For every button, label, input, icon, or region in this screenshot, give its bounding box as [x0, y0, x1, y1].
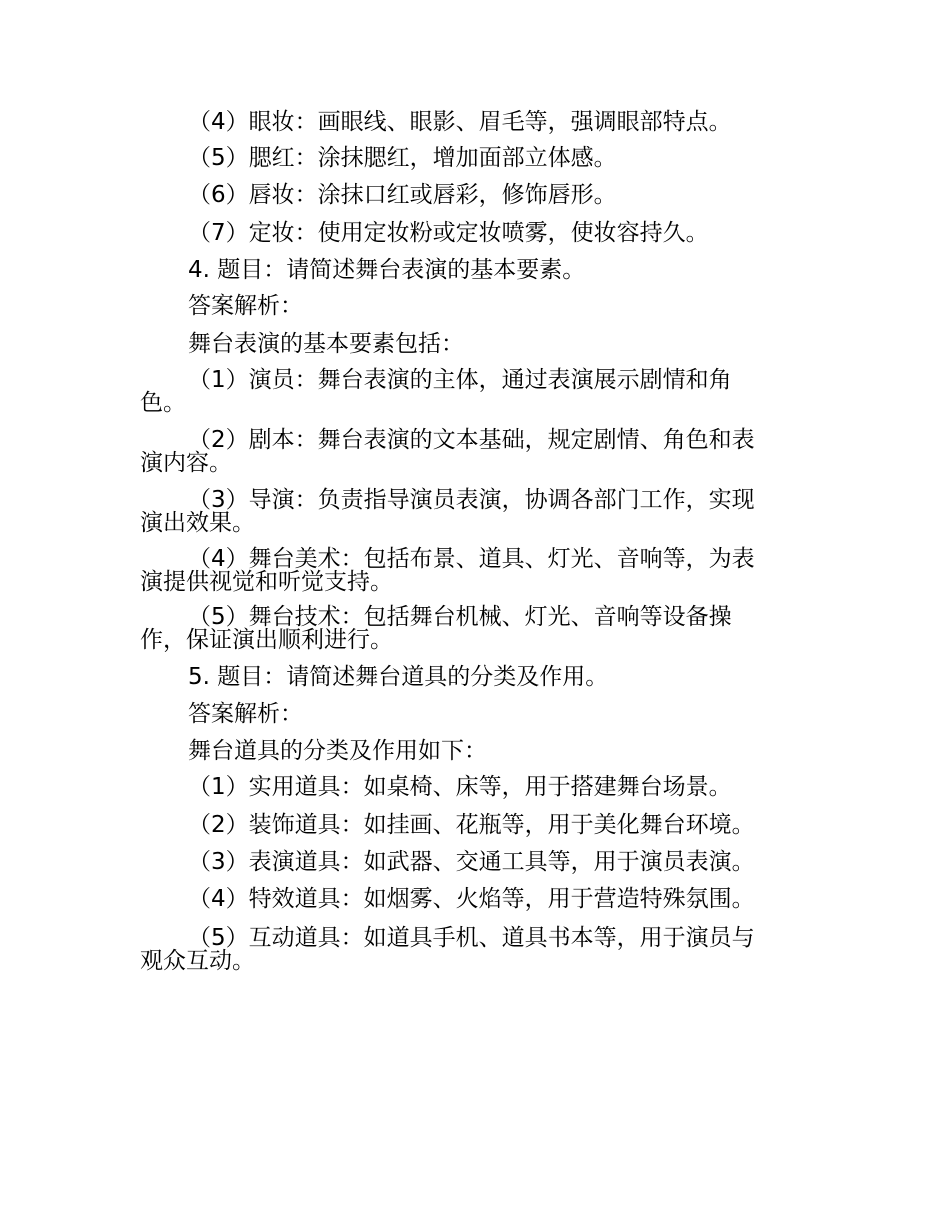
answer-label: 答案解析： [188, 701, 303, 727]
text-line: （4）特效道具：如烟雾、火焰等，用于营造特殊氛围。 [188, 886, 755, 912]
text-line: （5）腮红：涂抹腮红，增加面部立体感。 [188, 145, 617, 171]
text-line-continuation: 演出效果。 [140, 510, 255, 536]
text-line: （3）表演道具：如武器、交通工具等，用于演员表演。 [188, 849, 755, 875]
text-line: （2）剧本：舞台表演的文本基础，规定剧情、角色和表 [188, 427, 755, 453]
text-line-continuation: 观众互动。 [140, 948, 255, 974]
text-line-continuation: 色。 [140, 390, 186, 416]
text-line: （4）舞台美术：包括布景、道具、灯光、音响等，为表 [188, 546, 755, 572]
text-line: （1）演员：舞台表演的主体，通过表演展示剧情和角 [188, 367, 732, 393]
text-line: （6）唇妆：涂抹口红或唇彩，修饰唇形。 [188, 182, 617, 208]
text-line: （4）眼妆：画眼线、眼影、眉毛等，强调眼部特点。 [188, 109, 732, 135]
text-line-continuation: 演内容。 [140, 450, 232, 476]
question-heading: 5. 题目：请简述舞台道具的分类及作用。 [188, 664, 609, 690]
answer-intro: 舞台表演的基本要素包括： [188, 331, 464, 357]
text-line: （3）导演：负责指导演员表演，协调各部门工作，实现 [188, 487, 755, 513]
question-heading: 4. 题目：请简述舞台表演的基本要素。 [188, 257, 586, 283]
text-line: （5）互动道具：如道具手机、道具书本等，用于演员与 [188, 925, 755, 951]
answer-label: 答案解析： [188, 293, 303, 319]
text-line: （1）实用道具：如桌椅、床等，用于搭建舞台场景。 [188, 774, 732, 800]
text-line: （2）装饰道具：如挂画、花瓶等，用于美化舞台环境。 [188, 812, 755, 838]
text-line: （5）舞台技术：包括舞台机械、灯光、音响等设备操 [188, 604, 732, 630]
text-line: （7）定妆：使用定妆粉或定妆喷雾，使妆容持久。 [188, 220, 709, 246]
text-line-continuation: 作，保证演出顺利进行。 [140, 627, 393, 653]
answer-intro: 舞台道具的分类及作用如下： [188, 738, 487, 764]
text-line-continuation: 演提供视觉和听觉支持。 [140, 569, 393, 595]
